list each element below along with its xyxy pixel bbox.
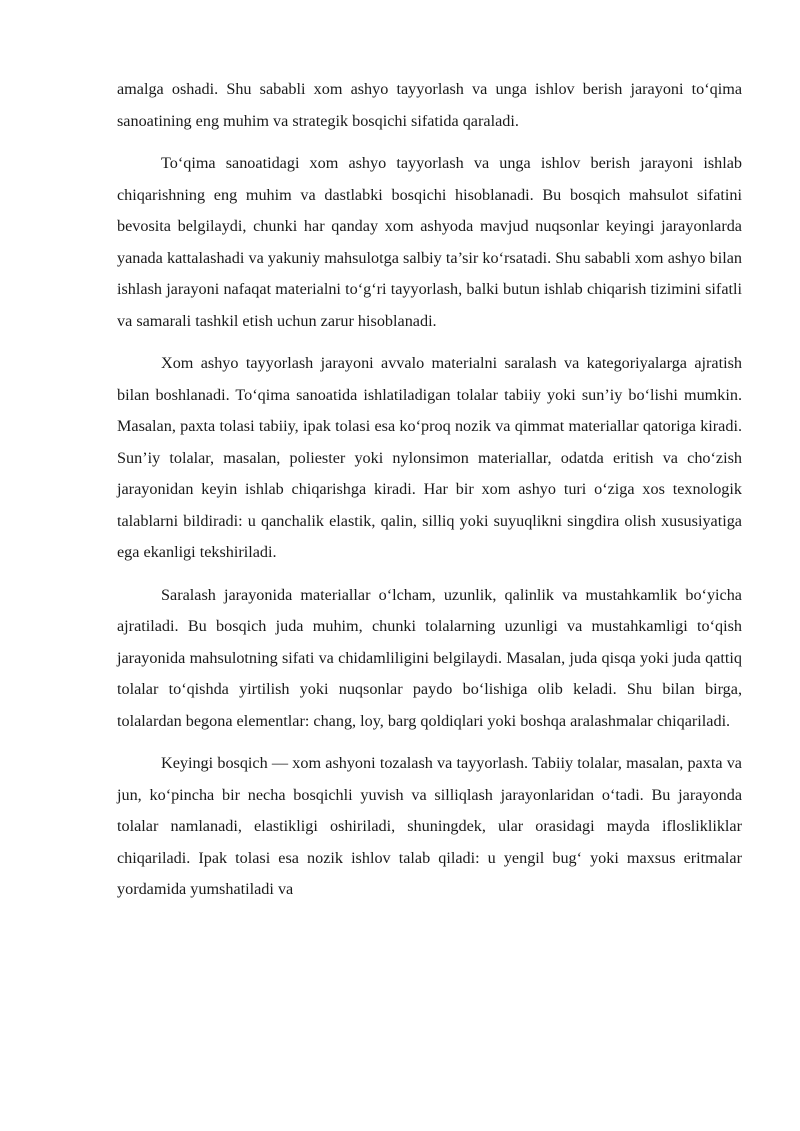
paragraph: Keyingi bosqich — xom ashyoni tozalash va tayyorlash. Tabiiy tolalar, masalan, paxta va jun, ko‘pincha bir necha bosqichli yuvish va silliqlash jarayonlaridan o‘tadi. Bu jarayonda tolalar namlanadi, elastikligi oshiriladi, shuningdek, ular orasidagi mayda ifloslikliklar chiqariladi. Ipak tolasi esa nozik ishlov talab qiladi: u yengil bug‘ yoki maxsus eritmalar yordamida yumshatiladi va [117, 754, 742, 898]
paragraph-continuation: amalga oshadi. Shu sababli xom ashyo tayyorlash va unga ishlov berish jarayoni to‘qima sanoatining eng muhim va strategik bosqichi sifatida qaraladi. [117, 80, 742, 130]
paragraph: Saralash jarayonida materiallar o‘lcham, uzunlik, qalinlik va mustahkamlik bo‘yicha ajratiladi. Bu bosqich juda muhim, chunki tolalarning uzunligi va mustahkamligi to‘qish jarayonida mahsulotning sifati va chidamliligini belgilaydi. Masalan, juda qisqa yoki juda qattiq tolalar to‘qishda yirtilish yoki nuqsonlar paydo bo‘lishiga olib keladi. Shu bilan birga, tolalardan begona elementlar: chang, loy, barg qoldiqlari yoki boshqa aralashmalar chiqariladi. [117, 585, 742, 730]
body-text [117, 74, 742, 917]
paragraph: Xom ashyo tayyorlash jarayoni avvalo materialni saralash va kategoriyalarga ajratish bilan boshlanadi. To‘qima sanoatida ishlatiladigan tolalar tabiiy yoki sun’iy bo‘lishi mumkin. Masalan, paxta tolasi tabiiy, ipak tolasi esa ko‘proq nozik va qimmat materiallar qatoriga kiradi. Sun’iy tolalar, masalan, poliester yoki nylonsimon materiallar, odatda eritish va cho‘zish jarayonidan keyin ishlab chiqarishga kiradi. Har bir xom ashyo turi o‘ziga xos texnologik talablarni bildiradi: u qanchalik elastik, qalin, silliq yoki suyuqlikni singdira olish xususiyatiga ega ekanligi tekshiriladi. [117, 354, 742, 561]
paragraph: To‘qima sanoatidagi xom ashyo tayyorlash va unga ishlov berish jarayoni ishlab chiqarishning eng muhim va dastlabki bosqichi hisoblanadi. Bu bosqich mahsulot sifatini bevosita belgilaydi, chunki har qanday xom ashyoda mavjud nuqsonlar keyingi jarayonlarda yanada kattalashadi va yakuniy mahsulotga salbiy ta’sir ko‘rsatadi. Shu sababli xom ashyo bilan ishlash jarayoni nafaqat materialni to‘g‘ri tayyorlash, balki butun ishlab chiqarish tizimini sifatli va samarali tashkil etish uchun zarur hisoblanadi. [117, 154, 742, 330]
